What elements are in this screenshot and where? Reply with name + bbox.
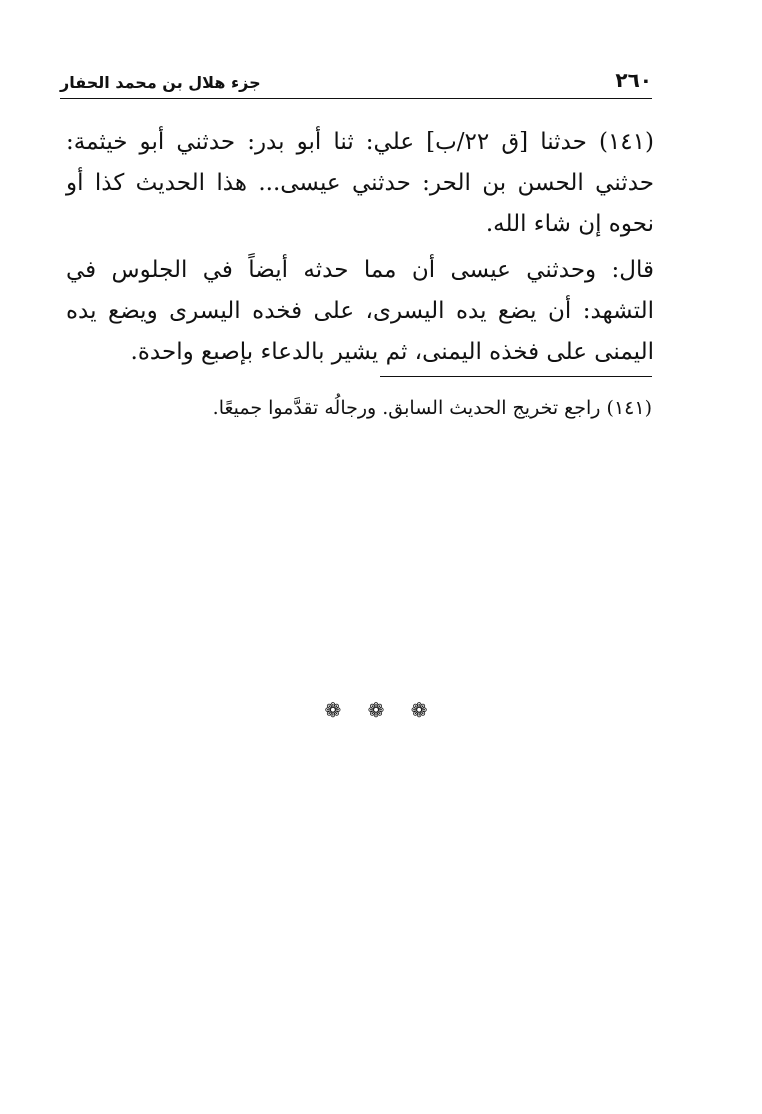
paragraph-tashahhud: قال: وحدثني عيسى أن مما حدثه أيضاً في الجلوس في التشهد: أن يضع يده اليسرى، على فخده اليسرى ويضع يده اليمنى على فخذه اليمنى، ثم يشير بالدعاء بإصبع واحدة. [66,257,654,365]
main-text [66,122,654,378]
header-rule [60,98,652,99]
running-title: جزء هلال بن محمد الحفار [60,73,261,92]
section-end-ornament: ❁ ❁ ❁ [324,698,438,722]
page-header [60,62,652,92]
paragraph-hadith-141: (١٤١) حدثنا [ق ٢٢/ب] علي: ثنا أبو بدر: حدثني أبو خيثمة: حدثني الحسن بن الحر: حدثني عيسى... هذا الحديث كذا أو نحوه إن شاء الله. [66,129,654,237]
footnote-rule [380,376,652,377]
page-number: ٢٦٠ [615,68,652,92]
footnote-141: (١٤١) راجع تخريج الحديث السابق. ورجالُه تقدَّموا جميعًا. [212,397,652,419]
